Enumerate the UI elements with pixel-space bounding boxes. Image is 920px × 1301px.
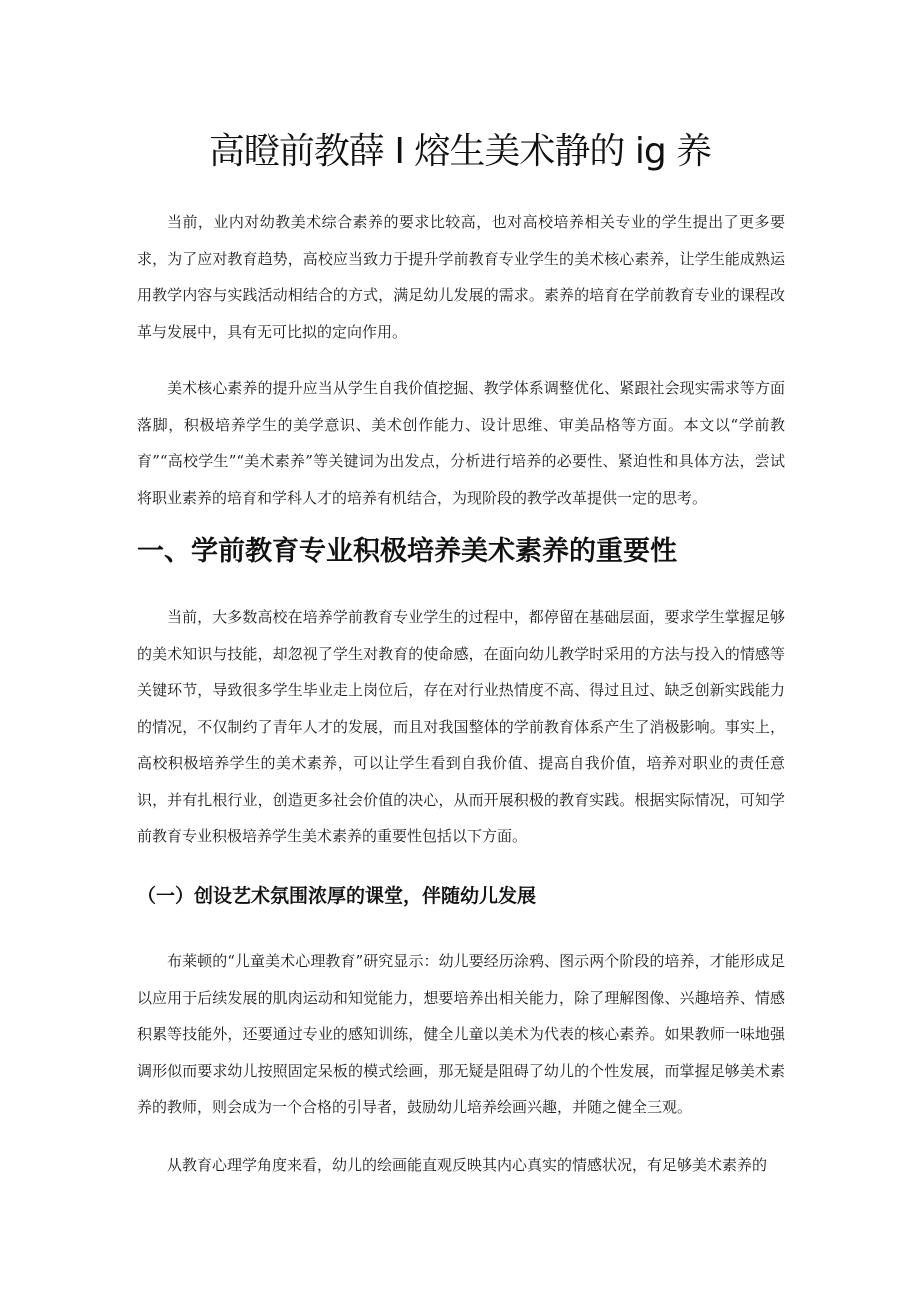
document-title: 高瞪前教薛 I 熔生美术静的 ig 养 — [208, 131, 712, 172]
intro-paragraph-1: 当前，业内对幼教美术综合素养的要求比较高，也对高校培养相关专业的学生提出了更多要求，为了应对教育趋势，高校应当致力于提升学前教育专业学生的美术核心素养，让学生能成熟运用教学内容与实践活动相结合的方式，满足幼儿发展的需求。素养的培育在学前教育专业的课程改革与发展中，具有无可比拟的定向作用。 — [137, 213, 785, 341]
section-1-paragraph: 当前，大多数高校在培养学前教育专业学生的过程中，都停留在基础层面，要求学生掌握足够的美术知识与技能，却忽视了学生对教育的使命感，在面向幼儿教学时采用的方法与投入的情感等关键环节，导致很多学生毕业走上岗位后，存在对行业热情度不高、得过且过、缺乏创新实践能力的情况，不仅制约了青年人才的发展，而且对我国整体的学前教育体系产生了消极影响。事实上，高校积极培养学生的美术素养，可以让学生看到自我价值、提高自我价值，培养对职业的责任意识，并有扎根行业，创造更多社会价值的决心，从而开展积极的教育实践。根据实际情况，可知学前教育专业积极培养学生美术素养的重要性包括以下方面。 — [137, 608, 785, 845]
section-heading-1: 一、学前教育专业积极培养美术素养的重要性 — [137, 536, 677, 567]
subsection-heading-1: （一）创设艺术氛围浓厚的课堂，伴随幼儿发展 — [137, 885, 537, 907]
subsection-1-paragraph-2: 从教育心理学角度来看，幼儿的绘画能直观反映其内心真实的情感状况，有足够美术素养的 — [167, 1156, 768, 1174]
subsection-1-paragraph: 布莱顿的“儿童美术心理教育”研究显示：幼儿要经历涂鸦、图示两个阶段的培养，才能形成足以应用于后续发展的肌肉运动和知觉能力，想要培养出相关能力，除了理解图像、兴趣培养、情感积累等技能外，还要通过专业的感知训练，健全儿童以美术为代表的核心素养。如果教师一味地强调形似而要求幼儿按照固定呆板的模式绘画，那无疑是阻碍了幼儿的个性发展，而掌握足够美术素养的教师，则会成为一个合格的引导者，鼓励幼儿培养绘画兴趣，并随之健全三观。 — [137, 952, 785, 1116]
intro-paragraph-2: 美术核心素养的提升应当从学生自我价值挖掘、教学体系调整优化、紧跟社会现实需求等方面落脚，积极培养学生的美学意识、美术创作能力、设计思维、审美品格等方面。本文以“学前教育”“高校学生”“美术素养”等关键词为出发点，分析进行培养的必要性、紧迫性和具体方法，尝试将职业素养的培育和学科人才的培养有机结合，为现阶段的教学改革提供一定的思考。 — [137, 379, 785, 507]
